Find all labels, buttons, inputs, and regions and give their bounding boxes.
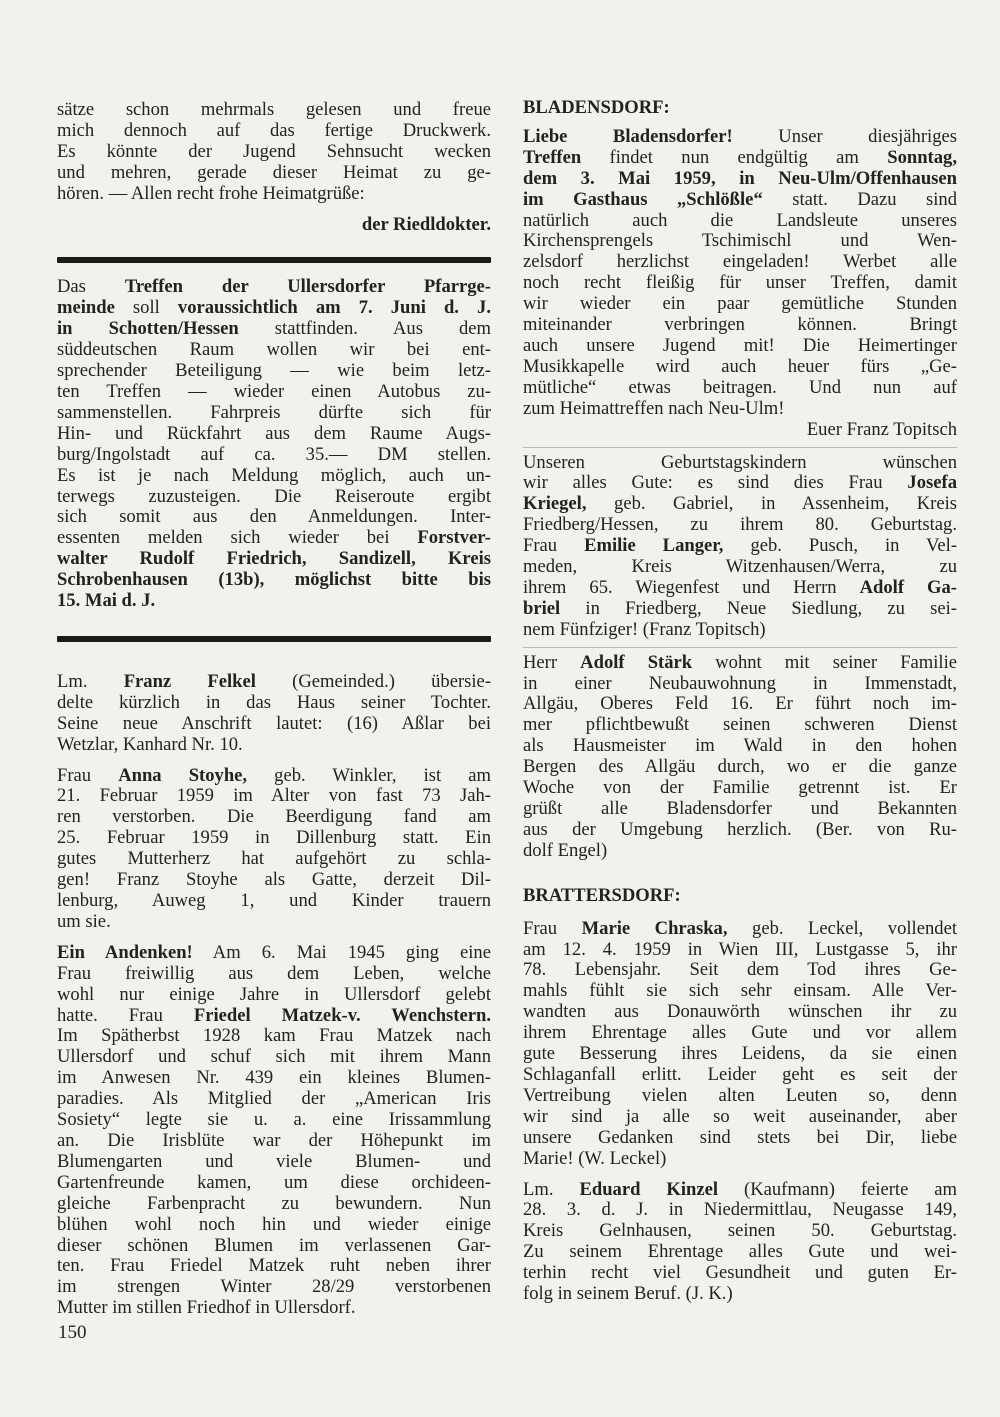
- text-line: sätze schon mehrmals gelesen und freue: [57, 99, 491, 120]
- text-line: blühen wohl noch hin und wieder einige: [57, 1213, 491, 1235]
- text-line: und mehren, gerade dieser Heimat zu ge-: [57, 161, 491, 183]
- text-line: sich somit aus den Anmeldungen. Inter-: [57, 506, 491, 528]
- text-line: Schrobenhausen (13b), möglichst bitte bis: [57, 569, 491, 591]
- article-geburtstage: [523, 453, 957, 641]
- divider-rule: [57, 636, 491, 642]
- text-line: Es könnte der Jugend Sehnsucht wecken: [57, 140, 491, 162]
- text-line: essenten melden sich wieder bei Forstver-: [57, 527, 491, 549]
- text-line: dem 3. Mai 1959, in Neu-Ulm/Offenhausen: [523, 167, 957, 189]
- text-line: nem Fünfziger! (Franz Topitsch): [523, 618, 766, 640]
- article-continuation: [57, 100, 491, 205]
- text-line: Seine neue Anschrift lautet: (16) Aßlar bei: [57, 712, 491, 734]
- text-line: am 12. 4. 1959 in Wien III, Lustgasse 5, ihr: [523, 938, 957, 960]
- text-line: wohl nur einige Jahre in Ullersdorf gelebt: [57, 983, 491, 1005]
- text-line: 28. 3. d. J. in Niedermittlau, Neugasse 149,: [523, 1199, 957, 1221]
- text-line: Kirchensprengels Tschimischl und Wen-: [523, 230, 957, 252]
- divider-rule: [57, 257, 491, 263]
- text-line: ten Treffen — wieder einen Autobus zu-: [57, 380, 491, 402]
- text-line: im Gasthaus „Schlößle“ statt. Dazu sind: [523, 188, 958, 210]
- text-line: hören. — Allen recht frohe Heimatgrüße:: [57, 182, 365, 204]
- text-line: Schlaganfall erlitt. Leider geht es seit der: [523, 1063, 957, 1085]
- text-line: Liebe Bladensdorfer! Unser diesjähriges: [523, 125, 957, 147]
- text-line: natürlich auch die Landsleute unseres: [523, 209, 957, 231]
- text-line: Mutter im stillen Friedhof in Ullersdorf.: [57, 1297, 356, 1319]
- text-line: Marie! (W. Leckel): [523, 1147, 667, 1169]
- text-line: ihrem Ehrentage alles Gute und vor allem: [523, 1022, 957, 1044]
- text-line: noch recht fleißig für unser Treffen, damit: [523, 272, 957, 294]
- text-line: Lm. Eduard Kinzel (Kaufmann) feierte am: [523, 1178, 958, 1200]
- text-line: mer pflichtbewußt seinen schweren Dienst: [523, 714, 957, 736]
- article-marie-chraska: [523, 919, 957, 1170]
- text-line: meden, Kreis Witzenhausen/Werra, zu: [523, 556, 957, 578]
- text-line: im Anwesen Nr. 439 ein kleines Blumen-: [57, 1067, 491, 1089]
- text-line: Im Spätherbst 1928 kam Frau Matzek nach: [57, 1025, 491, 1047]
- text-line: gute Besserung ihres Leidens, da sie einen: [523, 1043, 957, 1065]
- text-line: Sosiety“ legte sie u. a. eine Irissammlung: [57, 1109, 491, 1131]
- text-line: Woche von der Familie getrennt ist. Er: [523, 777, 957, 799]
- text-line: mütliche“ etwas beitragen. Und nun auf: [523, 376, 957, 398]
- text-line: sprechender Beteiligung — wie beim letz-: [57, 360, 491, 382]
- text-line: in einer Neubauwohnung in Immenstadt,: [523, 672, 957, 694]
- text-line: dolf Engel): [523, 839, 608, 861]
- text-line: aus der Umgebung herzlich. (Ber. von Ru-: [523, 818, 957, 840]
- text-line: Bergen des Allgäu durch, wo er die ganze: [523, 756, 957, 778]
- text-line: Blumengarten und viele Blumen- und: [57, 1150, 491, 1172]
- text-line: um sie.: [57, 910, 111, 932]
- text-line: 21. Februar 1959 im Alter von fast 73 Jah-: [57, 785, 491, 807]
- text-line: grüßt alle Bladensdorfer und Bekannten: [523, 798, 957, 819]
- text-line: Frau Emilie Langer, geb. Pusch, in Vel-: [523, 535, 958, 557]
- text-line: miteinander verbringen können. Bringt: [523, 314, 957, 336]
- text-line: Wetzlar, Kanhard Nr. 10.: [57, 733, 243, 755]
- section-heading-bladensdorf: BLADENSDORF:: [523, 97, 670, 118]
- text-line: terwegs zuzusteigen. Die Reiseroute ergibt: [57, 485, 491, 507]
- text-line: paradies. Als Mitglied der „American Iris: [57, 1088, 491, 1110]
- text-line: zelsdorf herzlichst eingeladen! Werbet alle: [523, 251, 957, 273]
- text-line: in Schotten/Hessen stattfinden. Aus dem: [57, 318, 492, 340]
- text-line: dieser schönen Blumen im verlassenen Gar-: [57, 1234, 491, 1256]
- text-line: burg/Ingolstadt auf ca. 35.— DM stellen.: [57, 443, 491, 465]
- right-column: [523, 98, 957, 1305]
- text-line: wir wieder ein paar gemütliche Stunden: [523, 293, 957, 315]
- text-line: Es ist je nach Meldung möglich, auch un-: [57, 464, 491, 486]
- separator: [523, 647, 957, 648]
- text-line: wir sind ja alle so weit auseinander, aber: [523, 1105, 957, 1127]
- text-line: ten. Frau Friedel Matzek ruht neben ihrer: [57, 1255, 491, 1277]
- text-line: Hin- und Rückfahrt aus dem Raume Augs-: [57, 422, 491, 444]
- text-line: folg in seinem Beruf. (J. K.): [523, 1283, 733, 1305]
- text-line: zum Heimattreffen nach Neu-Ulm!: [523, 397, 785, 419]
- article-andenken: [57, 943, 491, 1319]
- text-line: mich dennoch auf das fertige Druckwerk.: [57, 119, 491, 141]
- text-line: gen! Franz Stoyhe als Gatte, derzeit Dil-: [57, 869, 491, 891]
- text-line: lenburg, Auweg 1, und Kinder trauern: [57, 890, 491, 911]
- text-line: 78. Lebensjahr. Seit dem Tod ihres Ge-: [523, 959, 957, 981]
- left-column: [57, 100, 491, 1329]
- section-heading-brattersdorf: BRATTERSDORF:: [523, 884, 681, 906]
- text-line: ihrem 65. Wiegenfest und Herrn Adolf Ga-: [523, 576, 957, 598]
- text-line: Kreis Gelnhausen, seinen 50. Geburtstag.: [523, 1220, 957, 1242]
- text-line: wir alles Gute: es sind dies Frau Josefa: [523, 472, 957, 494]
- text-line: delte kürzlich in das Haus seiner Tochter.: [57, 691, 491, 713]
- article-anna-stoyhe: [57, 766, 491, 933]
- text-line: Kriegel, geb. Gabriel, in Assenheim, Kreis: [523, 493, 957, 515]
- text-line: an. Die Irisblüte war der Höhepunkt im: [57, 1129, 491, 1151]
- page-number: 150: [58, 1322, 87, 1343]
- text-line: wandten aus Donauwörth wünschen ihr zu: [523, 1001, 957, 1023]
- text-line: Frau Marie Chraska, geb. Leckel, vollendet: [523, 917, 957, 939]
- article-bladensdorf-treffen: [523, 127, 957, 420]
- text-line: Frau freiwillig aus dem Leben, welche: [57, 962, 491, 984]
- text-line: 25. Februar 1959 in Dillenburg statt. Ein: [57, 827, 491, 849]
- separator: [523, 447, 957, 448]
- text-line: Das Treffen der Ullersdorfer Pfarrge-: [57, 276, 491, 298]
- text-line: Musikkapelle wird auch heuer fürs „Ge-: [523, 355, 957, 377]
- article-ullersdorf-treffen: [57, 277, 491, 612]
- text-line: gutes Mutterherz hat aufgehört zu schla-: [57, 848, 491, 870]
- signature-topitsch: Euer Franz Topitsch: [806, 418, 957, 440]
- text-line: Ein Andenken! Am 6. Mai 1945 ging eine: [57, 941, 491, 963]
- text-line: Zu seinem Ehrentage alles Gute und wei-: [523, 1241, 957, 1263]
- text-line: 15. Mai d. J.: [57, 590, 156, 612]
- text-line: Vertreibung vielen alten Leuten so, denn: [523, 1084, 957, 1106]
- text-line: Treffen findet nun endgültig am Sonntag,: [523, 146, 957, 168]
- text-line: terhin recht viel Gesundheit und guten Er-: [523, 1262, 957, 1284]
- text-line: ren verstorben. Die Beerdigung fand am: [57, 806, 491, 828]
- article-eduard-kinzel: [523, 1180, 957, 1305]
- text-line: Friedberg/Hessen, zu ihrem 80. Geburtstag.: [523, 514, 957, 536]
- text-line: mahls fühlt sie sich sehr einsam. Alle Ver-: [523, 980, 957, 1002]
- signature-riedldokter: der Riedldokter.: [361, 213, 491, 235]
- text-line: Lm. Franz Felkel (Gemeinded.) übersie-: [57, 670, 492, 692]
- text-line: walter Rudolf Friedrich, Sandizell, Kreis: [57, 548, 491, 570]
- text-line: als Hausmeister im Wald in den hohen: [523, 735, 957, 757]
- text-line: im strengen Winter 28/29 verstorbenen: [57, 1276, 491, 1298]
- text-line: unsere Gedanken sind stets bei Dir, liebe: [523, 1126, 957, 1148]
- text-line: briel in Friedberg, Neue Siedlung, zu sei-: [523, 597, 957, 619]
- text-line: gleiche Farbenpracht zu bewundern. Nun: [57, 1192, 491, 1214]
- text-line: Gartenfreunde kamen, um diese orchideen-: [57, 1171, 491, 1193]
- text-line: Allgäu, Oberes Feld 16. Er führt noch im-: [523, 693, 957, 715]
- article-adolf-staerk: [523, 653, 957, 862]
- text-line: auch unsere Jugend mit! Die Heimertinger: [523, 334, 957, 356]
- text-line: Frau Anna Stoyhe, geb. Winkler, ist am: [57, 764, 491, 786]
- text-line: hatte. Frau Friedel Matzek-v. Wenchstern.: [57, 1004, 491, 1026]
- text-line: Herr Adolf Stärk wohnt mit seiner Familie: [523, 651, 958, 673]
- text-line: meinde soll voraussichtlich am 7. Juni d. J.: [57, 297, 491, 319]
- text-line: Unseren Geburtstagskindern wünschen: [523, 451, 957, 473]
- article-franz-felkel: [57, 672, 491, 756]
- text-line: sammenstellen. Fahrpreis dürfte sich für: [57, 401, 491, 423]
- text-line: süddeutschen Raum wollen wir bei ent-: [57, 339, 491, 361]
- text-line: Ullersdorf und schuf sich mit ihrem Mann: [57, 1046, 491, 1068]
